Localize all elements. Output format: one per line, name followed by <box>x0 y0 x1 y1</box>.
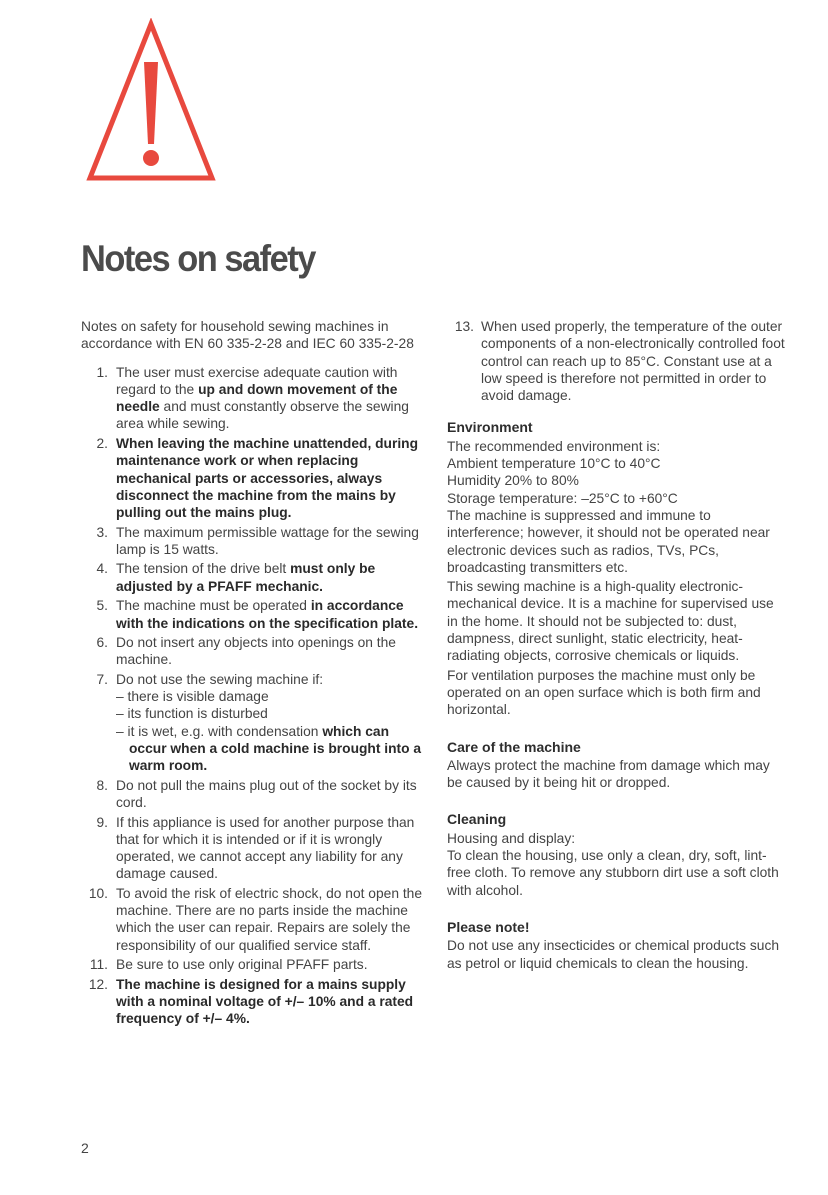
list-item: 9. If this appliance is used for another purpose than that for which it is intended or if it is wrongly operated, we cannot accept any liability for any damage caused. <box>96 814 415 882</box>
care-heading: Care of the machine <box>447 738 581 755</box>
list-item: 8. Do not pull the mains plug out of the socket by its cord. <box>96 777 417 811</box>
list-item: 2. When leaving the machine unattended, during maintenance work or when replacing mechanical parts or accessories, always disconnect the machine from the mains by pulling out the mains plug. <box>96 435 419 521</box>
care-text: Always protect the machine from damage which may be caused by it being hit or dropped. <box>447 757 770 791</box>
list-item: 5. The machine must be operated in accordance with the indications on the specification plate. <box>96 598 419 631</box>
left-column <box>81 318 427 1030</box>
intro-paragraph: Notes on safety for household sewing machines in accordance with EN 60 335-2-28 and IEC 60 335-2-28 <box>81 319 414 352</box>
environment-text: The recommended environment is: Ambient temperature 10°C to 40°C Humidity 20% to 80% Storage temperature: –25°C to +60°C <box>447 438 678 506</box>
safety-list-continued <box>447 318 787 404</box>
environment-heading: Environment <box>447 419 533 436</box>
list-item: 13. When used properly, the temperature of the outer components of a non-electronically controlled foot control can reach up to 85°C. Constant use at a low speed is therefore not permitted in order to avoid damage. <box>454 319 785 404</box>
list-item: 4. The tension of the drive belt must only be adjusted by a PFAFF mechanic. <box>96 561 376 594</box>
right-column <box>447 318 787 974</box>
list-item: 10. To avoid the risk of electric shock, do not open the machine. There are no parts inside the machine which the user can repair. Repairs are solely the responsibility of our qualified service staff. <box>88 885 423 953</box>
list-item: 6. Do not insert any objects into openings on the machine. <box>96 634 396 668</box>
cleaning-text: Housing and display: <box>447 830 576 846</box>
note-text: Do not use any insecticides or chemical products such as petrol or liquid chemicals to clean the housing. <box>447 938 780 971</box>
environment-text: For ventilation purposes the machine must only be operated on an open surface which is both firm and horizontal. <box>447 667 761 718</box>
list-item: 12. The machine is designed for a mains supply with a nominal voltage of +/– 10% and a rated frequency of +/– 4%. <box>88 976 414 1027</box>
page-number: 2 <box>81 1140 89 1156</box>
list-item: 11. Be sure to use only original PFAFF parts. <box>89 957 368 973</box>
list-item: 3. The maximum permissible wattage for the sewing lamp is 15 watts. <box>96 524 419 557</box>
safety-list <box>81 364 427 1028</box>
environment-text: This sewing machine is a high-quality electronic-mechanical device. It is a machine for supervised use in the home. It should not be subjected to: dust, dampness, direct sunlight, static electricity, heat-radiating objects, corrosive chemicals or liquids. <box>447 579 774 664</box>
note-heading: Please note! <box>447 918 530 935</box>
cleaning-heading: Cleaning <box>447 811 507 828</box>
page-title: Notes on safety <box>81 238 315 279</box>
environment-text: The machine is suppressed and immune to interference; however, it should not be operated near electronic devices such as radios, TVs, PCs, broadcasting transmitters etc. <box>447 507 770 575</box>
warning-triangle-icon <box>84 18 218 184</box>
list-item: 1. The user must exercise adequate caution with regard to the up and down movement of the needle and must constantly observe the sewing area while sewing. <box>96 364 409 432</box>
list-item: 7. Do not use the sewing machine if: – there is visible damage – its function is disturbed – it is wet, e.g. with condensation which can occur when a cold machine is brought into a warm room. <box>96 671 422 774</box>
cleaning-text: To clean the housing, use only a clean, dry, soft, lint-free cloth. To remove any stubborn dirt use a soft cloth with alcohol. <box>447 848 779 898</box>
